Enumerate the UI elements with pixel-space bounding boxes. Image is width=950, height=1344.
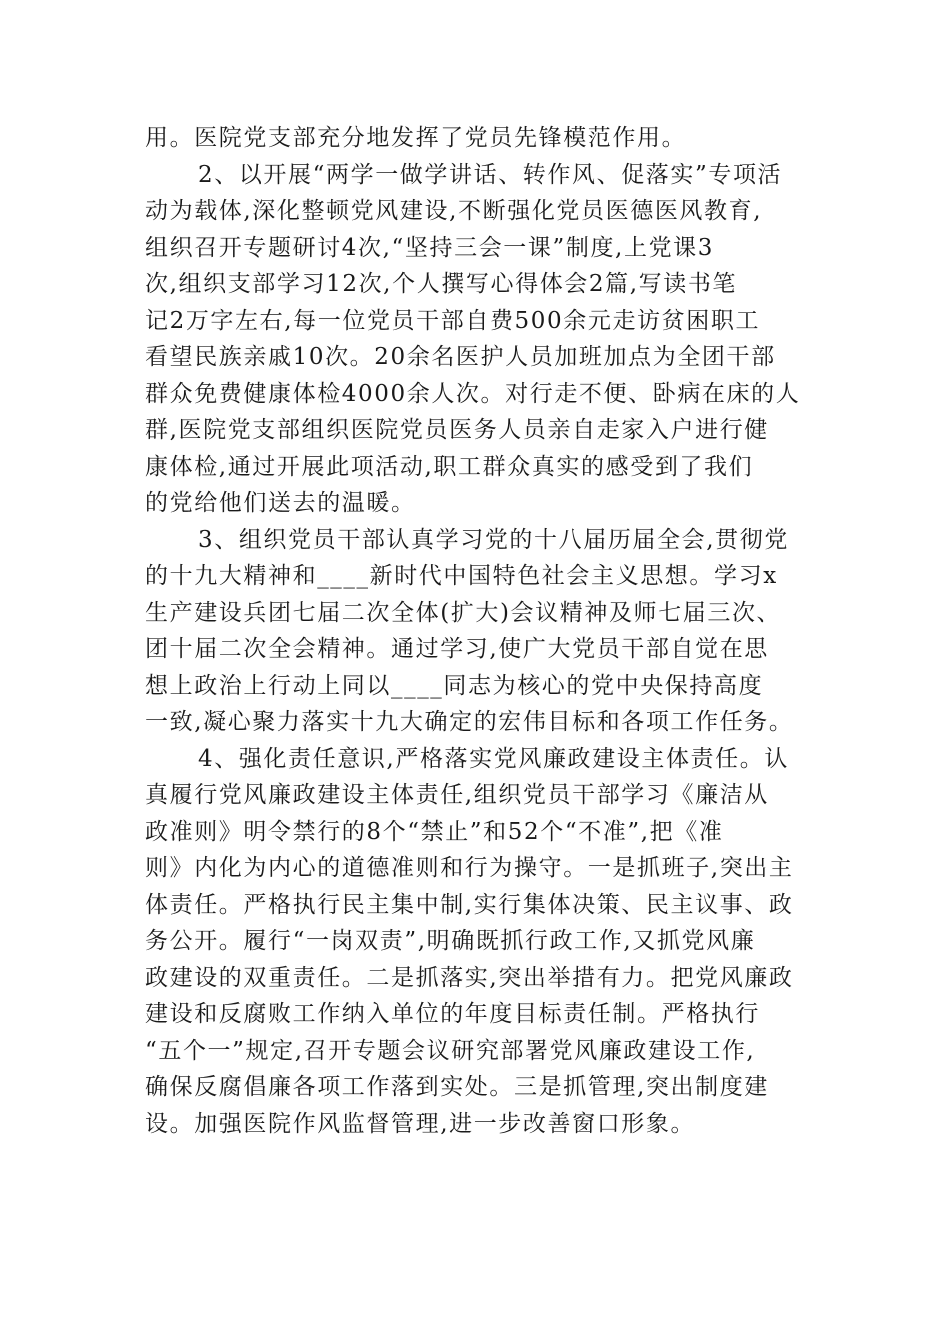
text-line: 组织召开专题研讨4次,“坚持三会一课”制度,上党课3 — [145, 234, 715, 261]
text-line: 一致,凝心聚力落实十九大确定的宏伟目标和各项工作任务。 — [145, 709, 794, 735]
text-line: 用。医院党支部充分地发挥了党员先锋模范作用。 — [145, 125, 687, 151]
text-line: 4、强化责任意识,严格落实党风廉政建设主体责任。认 — [198, 745, 789, 772]
text-line: 2、以开展“两学一做学讲话、转作风、促落实”专项活 — [198, 161, 783, 188]
text-line: 则》内化为内心的道德准则和行为操守。一是抓班子,突出主 — [145, 855, 794, 881]
text-line: 次,组织支部学习12次,个人撰写心得体会2篇,写读书笔 — [145, 271, 738, 297]
text-line: 的十九大精神和____新时代中国特色社会主义思想。学习x — [145, 563, 778, 589]
document-body — [145, 120, 810, 1142]
text-line: 设。加强医院作风监督管理,进一步改善窗口形象。 — [145, 1110, 696, 1137]
text-line: 动为载体,深化整顿党风建设,不断强化党员医德医风教育, — [145, 198, 763, 224]
text-line: 确保反腐倡廉各项工作落到实处。三是抓管理,突出制度建 — [145, 1074, 769, 1100]
text-line: 体责任。严格执行民主集中制,实行集体决策、民主议事、政 — [145, 891, 794, 918]
text-line: 政建设的双重责任。二是抓落实,突出举措有力。把党风廉政 — [145, 964, 794, 991]
text-line: 建设和反腐败工作纳入单位的年度目标责任制。严格执行 — [145, 1001, 760, 1027]
text-line: 想上政治上行动上同以____同志为核心的党中央保持高度 — [145, 672, 764, 699]
text-line: 真履行党风廉政建设主体责任,组织党员干部学习《廉洁从 — [145, 782, 769, 808]
text-line: 记2万字左右,每一位党员干部自费500余元走访贫困职工 — [145, 307, 761, 334]
text-line: 团十届二次全会精神。通过学习,使广大党员干部自觉在思 — [145, 636, 769, 662]
text-line: 的党给他们送去的温暖。 — [145, 490, 416, 516]
text-line: 康体检,通过开展此项活动,职工群众真实的感受到了我们 — [145, 453, 754, 480]
text-line: “五个一”规定,召开专题会议研究部署党风廉政建设工作, — [145, 1037, 756, 1064]
text-line: 群众免费健康体检4000余人次。对行走不便、卧病在床的人 — [145, 380, 801, 407]
text-line: 政准则》明令禁行的8个“禁止”和52个“不准”,把《准 — [145, 818, 724, 845]
text-line: 生产建设兵团七届二次全体(扩大)会议精神及师七届三次、 — [145, 599, 782, 626]
text-line: 看望民族亲戚10次。20余名医护人员加班加点为全团干部 — [145, 344, 776, 370]
text-line: 群,医院党支部组织医院党员医务人员亲自走家入户进行健 — [145, 417, 769, 443]
text-line: 务公开。履行“一岗双责”,明确既抓行政工作,又抓党风廉 — [145, 928, 756, 954]
text-line: 3、组织党员干部认真学习党的十八届历届全会,贯彻党 — [198, 526, 789, 553]
